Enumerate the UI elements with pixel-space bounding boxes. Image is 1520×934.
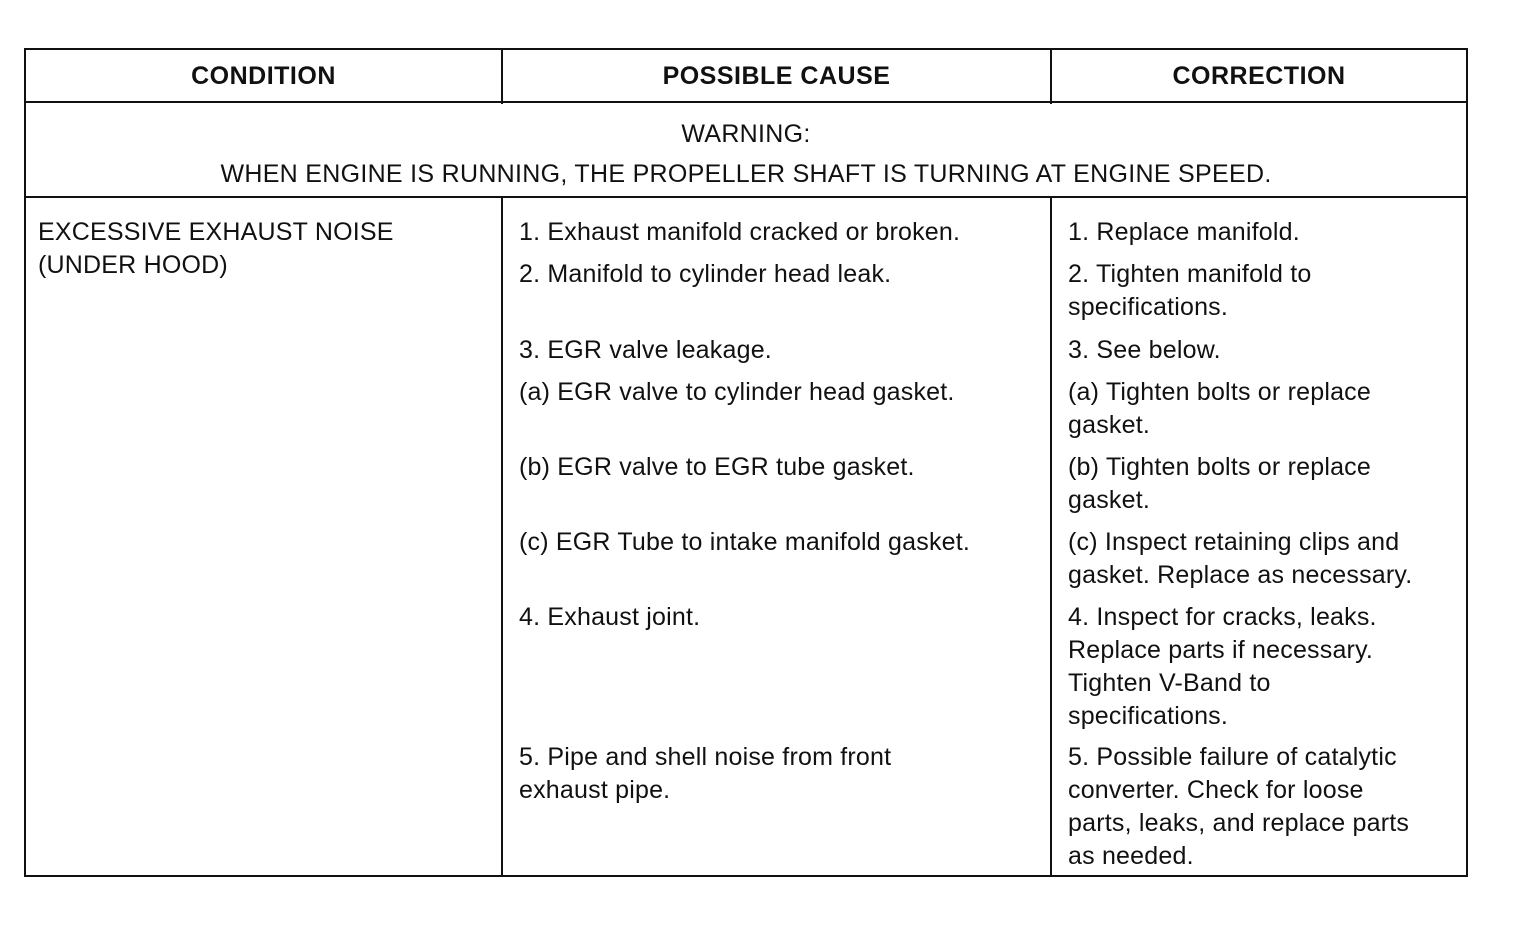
cause-4-line-1: 4. Exhaust joint. — [519, 603, 701, 631]
cause-3c — [519, 526, 1054, 559]
correction-3-line-1: 3. See below. — [1068, 336, 1221, 364]
correction-3b-line-1: (b) Tighten bolts or replace — [1068, 453, 1371, 481]
header-correction: CORRECTION — [1172, 62, 1346, 90]
correction-2-line-2: specifications. — [1068, 293, 1229, 321]
correction-3a-line-2: gasket. — [1068, 411, 1151, 439]
cause-3a — [519, 376, 1054, 409]
correction-5 — [1068, 741, 1463, 873]
cause-3a-line-1: (a) EGR valve to cylinder head gasket. — [519, 378, 955, 406]
correction-5-line-2: converter. Check for loose — [1068, 776, 1364, 804]
correction-4-line-2: Replace parts if necessary. — [1068, 636, 1374, 664]
correction-3c — [1068, 526, 1463, 592]
correction-4 — [1068, 601, 1463, 733]
column-divider-1-body — [501, 198, 503, 875]
correction-1 — [1068, 216, 1463, 249]
correction-2-line-1: 2. Tighten manifold to — [1068, 260, 1312, 288]
warning-title: WARNING: — [681, 120, 811, 148]
correction-3b — [1068, 451, 1463, 517]
correction-3c-line-1: (c) Inspect retaining clips and — [1068, 528, 1400, 556]
cause-1 — [519, 216, 1054, 249]
cause-3c-line-1: (c) EGR Tube to intake manifold gasket. — [519, 528, 971, 556]
cause-3-line-1: 3. EGR valve leakage. — [519, 336, 772, 364]
condition-cell — [38, 216, 498, 282]
warning-banner — [26, 104, 1466, 198]
correction-5-line-1: 5. Possible failure of catalytic — [1068, 743, 1397, 771]
condition-line-1: EXCESSIVE EXHAUST NOISE — [38, 218, 394, 246]
cause-5-line-1: 5. Pipe and shell noise from front — [519, 743, 892, 771]
correction-4-line-4: specifications. — [1068, 702, 1229, 730]
correction-2 — [1068, 258, 1463, 324]
correction-3c-line-2: gasket. Replace as necessary. — [1068, 561, 1413, 589]
correction-3a — [1068, 376, 1463, 442]
warning-text: WHEN ENGINE IS RUNNING, THE PROPELLER SHAFT IS TURNING AT ENGINE SPEED. — [220, 160, 1272, 188]
correction-4-line-1: 4. Inspect for cracks, leaks. — [1068, 603, 1377, 631]
cause-2-line-1: 2. Manifold to cylinder head leak. — [519, 260, 892, 288]
condition-line-2: (UNDER HOOD) — [38, 251, 228, 279]
correction-3 — [1068, 334, 1463, 367]
header-possible-cause: POSSIBLE CAUSE — [662, 62, 891, 90]
correction-3a-line-1: (a) Tighten bolts or replace — [1068, 378, 1371, 406]
cause-2 — [519, 258, 1054, 291]
cause-3 — [519, 334, 1054, 367]
cause-5-line-2: exhaust pipe. — [519, 776, 671, 804]
correction-5-line-3: parts, leaks, and replace parts — [1068, 809, 1410, 837]
diagnosis-table — [24, 48, 1468, 877]
cause-5 — [519, 741, 1054, 807]
cause-3b — [519, 451, 1054, 484]
correction-1-line-1: 1. Replace manifold. — [1068, 218, 1300, 246]
correction-3b-line-2: gasket. — [1068, 486, 1151, 514]
header-condition: CONDITION — [191, 62, 336, 90]
cause-1-line-1: 1. Exhaust manifold cracked or broken. — [519, 218, 961, 246]
correction-5-line-4: as needed. — [1068, 842, 1194, 870]
cause-3b-line-1: (b) EGR valve to EGR tube gasket. — [519, 453, 915, 481]
correction-4-line-3: Tighten V-Band to — [1068, 669, 1271, 697]
cause-4 — [519, 601, 1054, 634]
